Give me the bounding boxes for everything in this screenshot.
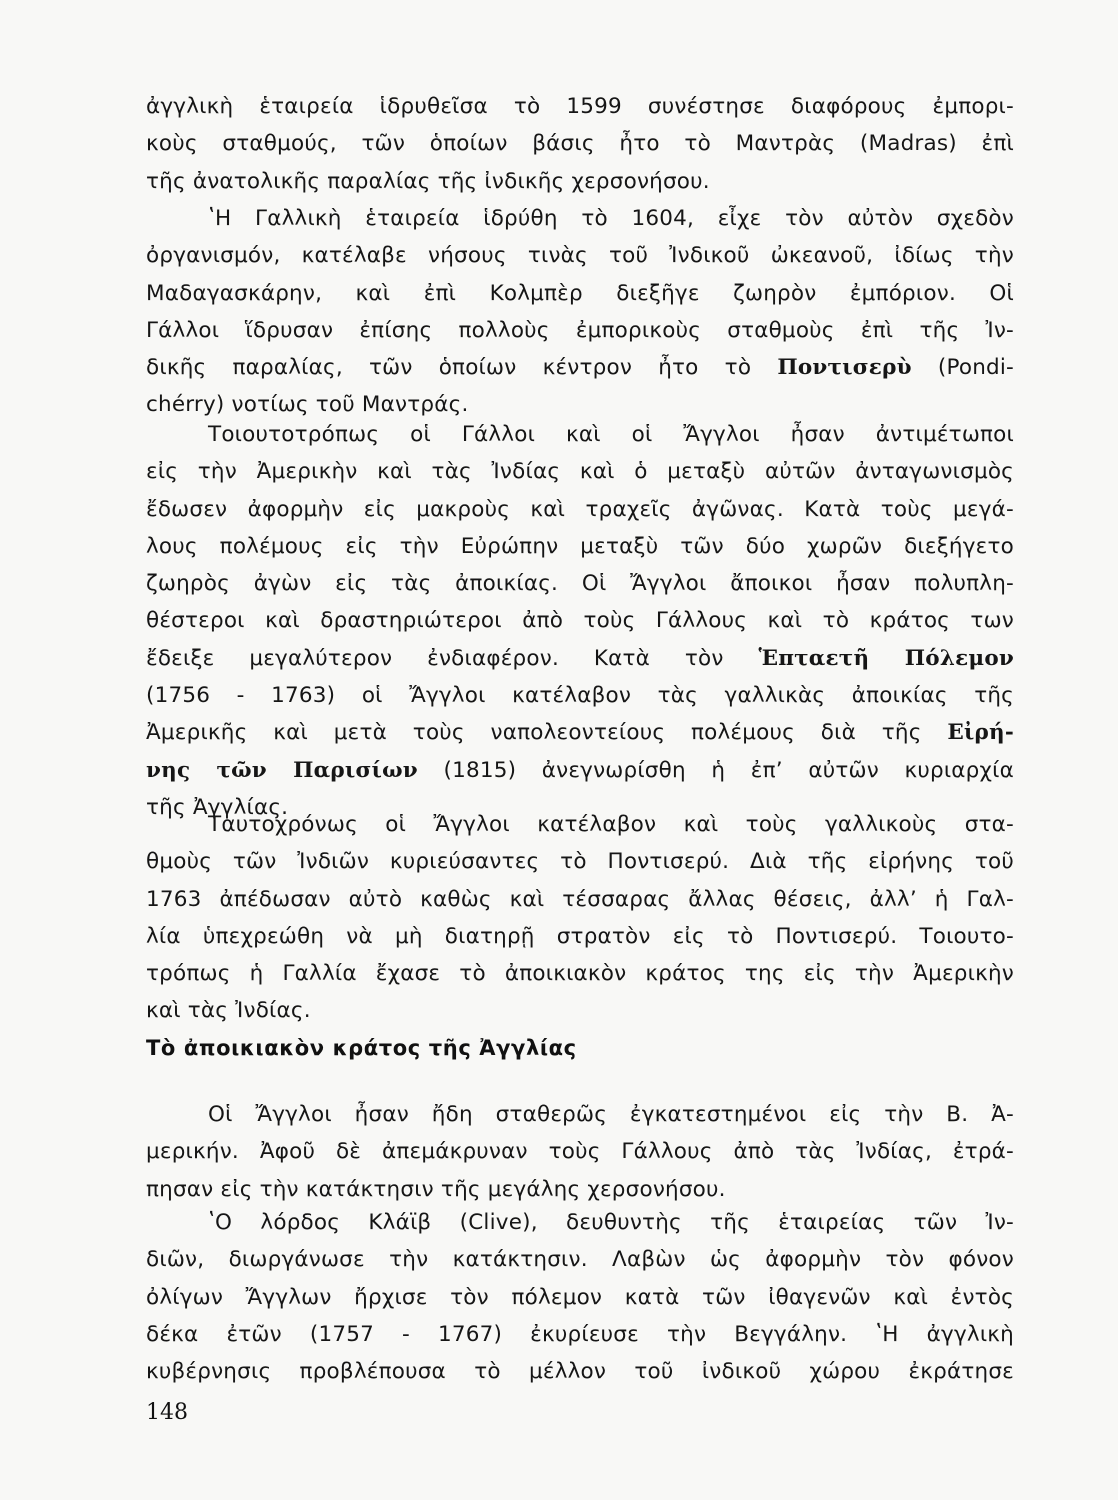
bold-term-peace-of-paris: Εἰρή- xyxy=(947,720,1014,746)
paragraph-5 xyxy=(146,1096,1014,1208)
text-line: τῆς ἀνατολικῆς παραλίας τῆς ἰνδικῆς χερσονήσου. xyxy=(146,168,710,194)
paragraph-2 xyxy=(146,200,1014,424)
text-line: ʽΟ λόρδος Κλάϊβ (Clive), δευθυντὴς τῆς ἑταιρείας τῶν Ἰν- xyxy=(208,1210,1014,1235)
text-line: εἰς τὴν Ἀμερικὴν καὶ τὰς Ἰνδίας καὶ ὁ μεταξὺ αὐτῶν ἀνταγωνισμὸς xyxy=(146,459,1014,485)
text-line-mixed xyxy=(146,349,1014,386)
text-line: πησαν εἰς τὴν κατάκτησιν τῆς μεγάλης χερσονήσου. xyxy=(146,1176,726,1202)
text-line: τῆς Ἀγγλίας. xyxy=(146,794,289,820)
text-line: Τοιουτοτρόπως οἱ Γάλλοι καὶ οἱ Ἄγγλοι ἦσαν ἀντιμέτωποι xyxy=(208,422,1014,447)
paragraph-3 xyxy=(146,416,1014,826)
text-line-mixed xyxy=(146,714,1014,751)
section-heading: Τὸ ἀποικιακὸν κράτος τῆς Ἀγγλίας xyxy=(146,1036,577,1060)
text-line: λους πολέμους εἰς τὴν Εὐρώπην μεταξὺ τῶν δύο χωρῶν διεξήγετο xyxy=(146,533,1014,559)
text-line: Οἱ Ἄγγλοι ἦσαν ἤδη σταθερῶς ἐγκατεστημένοι εἰς τὴν Β. Ἀ- xyxy=(208,1102,1014,1127)
text-line: ʽΗ Γαλλικὴ ἑταιρεία ἱδρύθη τὸ 1604, εἶχε τὸν αὐτὸν σχεδὸν xyxy=(208,206,1014,231)
text-line: θέστεροι καὶ δραστηριώτεροι ἀπὸ τοὺς Γάλλους καὶ τὸ κράτος των xyxy=(146,608,1014,634)
text-line: Γάλλοι ἵδρυσαν ἐπίσης πολλοὺς ἐμπορικοὺς σταθμοὺς ἐπὶ τῆς Ἰν- xyxy=(146,317,1014,343)
text-run: (Pondi- xyxy=(911,355,1014,381)
text-line: ἀγγλικὴ ἑταιρεία ἱδρυθεῖσα τὸ 1599 συνέστησε διαφόρους ἐμπορι- xyxy=(146,94,1014,119)
text-line: μερικήν. Ἀφοῦ δὲ ἀπεμάκρυναν τοὺς Γάλλους ἀπὸ τὰς Ἰνδίας, ἐτρά- xyxy=(146,1139,1014,1165)
text-run: Ἀμερικῆς καὶ μετὰ τοὺς ναπολεοντείους πολέμους διὰ τῆς xyxy=(146,720,948,746)
paragraph-1 xyxy=(146,88,1014,200)
text-line: λία ὑπεχρεώθη νὰ μὴ διατηρῇ στρατὸν εἰς τὸ Ποντισερύ. Τοιουτο- xyxy=(146,923,1014,949)
text-line: θμοὺς τῶν Ἰνδιῶν κυριεύσαντες τὸ Ποντισερύ. Διὰ τῆς εἰρήνης τοῦ xyxy=(146,849,1014,875)
page-number: 148 xyxy=(146,1400,188,1425)
text-line: chérry) νοτίως τοῦ Μαντράς. xyxy=(146,392,469,418)
paragraph-4 xyxy=(146,806,1014,1030)
text-line: ὀλίγων Ἄγγλων ἤρχισε τὸν πόλεμον κατὰ τῶν ἰθαγενῶν καὶ ἐντὸς xyxy=(146,1284,1014,1310)
text-run: (1815) ἀνεγνωρίσθη ἡ ἐπ’ αὐτῶν κυριαρχία xyxy=(417,757,1014,783)
text-line: κοὺς σταθμούς, τῶν ὁποίων βάσις ἦτο τὸ Μαντρὰς (Madras) ἐπὶ xyxy=(146,131,1014,157)
text-line: (1756 - 1763) οἱ Ἄγγλοι κατέλαβον τὰς γαλλικὰς ἀποικίας τῆς xyxy=(146,683,1014,709)
text-run: δικῆς παραλίας, τῶν ὁποίων κέντρον ἦτο τὸ xyxy=(146,355,778,381)
text-line: ἔδωσεν ἀφορμὴν εἰς μακροὺς καὶ τραχεῖς ἀγῶνας. Κατὰ τοὺς μεγά- xyxy=(146,496,1014,522)
text-line: Ταυτοχρόνως οἱ Ἄγγλοι κατέλαβον καὶ τοὺς γαλλικοὺς στα- xyxy=(208,812,1014,837)
bold-term-peace-of-paris-cont: νης τῶν Παρισίων xyxy=(146,757,418,783)
bold-term-pondicherry: Ποντισερὺ xyxy=(777,355,912,381)
text-line: διῶν, διωργάνωσε τὴν κατάκτησιν. Λαβὼν ὡς ἀφορμὴν τὸν φόνον xyxy=(146,1247,1014,1273)
text-line-mixed xyxy=(146,640,1014,677)
text-line: Μαδαγασκάρην, καὶ ἐπὶ Κολμπὲρ διεξῆγε ζωηρὸν ἐμπόριον. Οἱ xyxy=(146,280,1014,306)
text-line: 1763 ἀπέδωσαν αὐτὸ καθὼς καὶ τέσσαρας ἄλλας θέσεις, ἀλλ’ ἡ Γαλ- xyxy=(146,886,1014,912)
text-line: καὶ τὰς Ἰνδίας. xyxy=(146,998,311,1024)
paragraph-6 xyxy=(146,1204,1014,1390)
text-line: κυβέρνησις προβλέπουσα τὸ μέλλον τοῦ ἰνδικοῦ χώρου ἐκράτησε xyxy=(146,1359,1014,1385)
text-line: ζωηρὸς ἀγὼν εἰς τὰς ἀποικίας. Οἱ Ἄγγλοι ἄποικοι ἦσαν πολυπλη- xyxy=(146,571,1014,597)
text-line: δέκα ἐτῶν (1757 - 1767) ἐκυρίευσε τὴν Βεγγάλην. ʽΗ ἀγγλικὴ xyxy=(146,1321,1014,1347)
bold-term-seven-years-war: Ἑπταετῆ Πόλεμον xyxy=(758,645,1014,671)
text-line-mixed xyxy=(146,752,1014,789)
text-run: ἔδειξε μεγαλύτερον ἐνδιαφέρον. Κατὰ τὸν xyxy=(146,645,759,671)
text-line: ὀργανισμόν, κατέλαβε νήσους τινὰς τοῦ Ἰνδικοῦ ὠκεανοῦ, ἰδίως τὴν xyxy=(146,243,1014,269)
text-line: τρόπως ἡ Γαλλία ἔχασε τὸ ἀποικιακὸν κράτος της εἰς τὴν Ἀμερικὴν xyxy=(146,961,1014,987)
